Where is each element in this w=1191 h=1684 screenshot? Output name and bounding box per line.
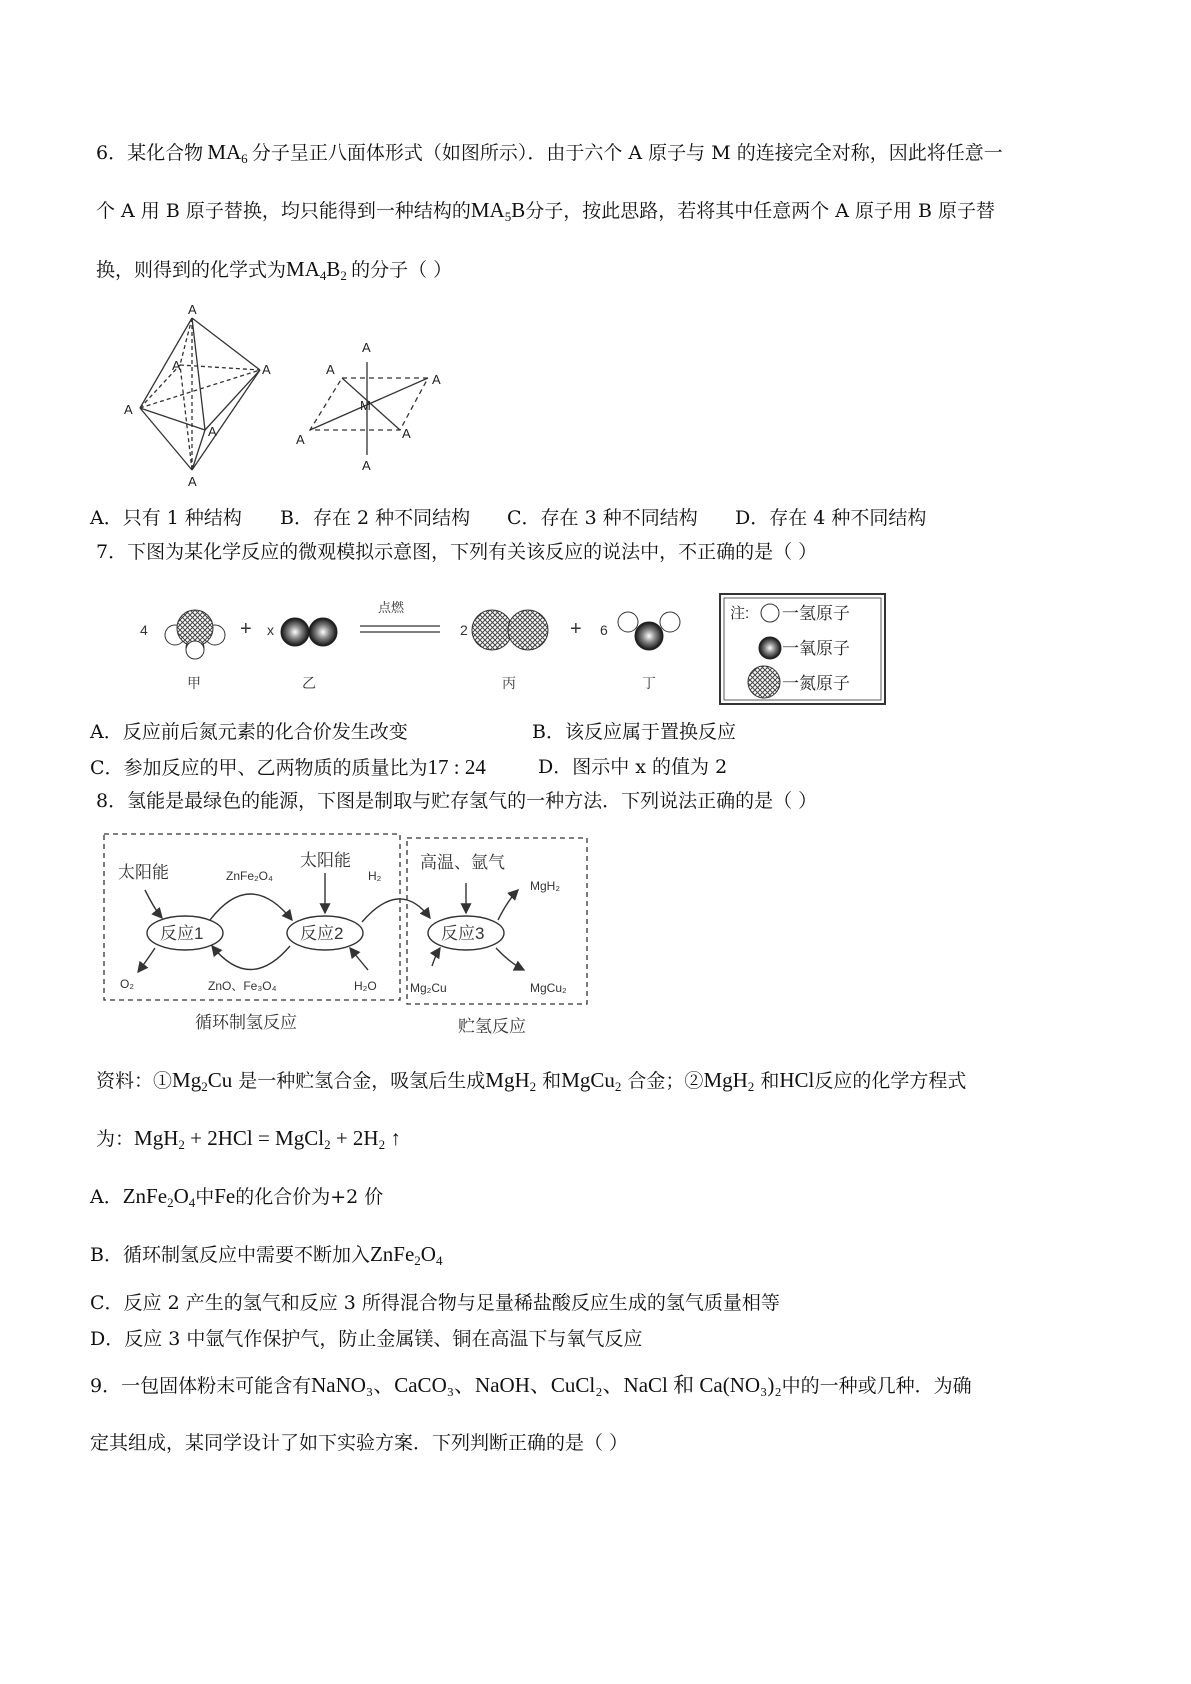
q8-option-a[interactable]: A．$ZnFe_2O_4$中Fe的化合价为+2 价 bbox=[90, 1184, 384, 1210]
hydrogen-cycle-figure bbox=[100, 828, 600, 1038]
label-storage: 贮氢反应 bbox=[458, 1017, 526, 1036]
label-ding: 丁 bbox=[642, 675, 656, 691]
vertex-label: A bbox=[402, 426, 411, 441]
label-zno-fe3o4: ZnO、Fe₃O₄ bbox=[208, 979, 277, 993]
legend-nitrogen: 一氮原子 bbox=[782, 674, 850, 693]
label-mg2cu: Mg₂Cu bbox=[410, 981, 447, 995]
legend-oxygen: 一氧原子 bbox=[782, 639, 850, 658]
plus-sign: + bbox=[240, 618, 252, 640]
vertex-label: A bbox=[188, 302, 197, 317]
label-bing: 丙 bbox=[502, 675, 516, 691]
q6-option-c[interactable]: C．存在 3 种不同结构 bbox=[507, 507, 698, 529]
label-cycle: 循环制氢反应 bbox=[195, 1013, 297, 1032]
label-o2: O₂ bbox=[120, 977, 134, 991]
vertex-label: A bbox=[362, 340, 371, 355]
q6-line2: 个 A 用 B 原子替换，均只能得到一种结构的$MA_5B$分子，按此思路，若将其中任意两个 A 原子用 B 原子替 bbox=[96, 198, 996, 224]
vertex-label: A bbox=[188, 474, 197, 489]
center-label: M bbox=[360, 398, 371, 413]
label-solar-2: 太阳能 bbox=[300, 851, 351, 870]
label-h2o: H₂O bbox=[354, 979, 377, 993]
coef-x: x bbox=[267, 622, 274, 638]
legend-title: 注: bbox=[730, 605, 750, 622]
label-mgcu2: MgCu₂ bbox=[530, 981, 567, 995]
label-jia: 甲 bbox=[187, 675, 201, 691]
label-znfe2o4: ZnFe₂O₄ bbox=[226, 869, 273, 883]
vertex-label: A bbox=[432, 372, 441, 387]
q7-option-c[interactable]: C．参加反应的甲、乙两物质的质量比为17 : 24 bbox=[90, 755, 486, 779]
coef-6: 6 bbox=[600, 622, 608, 638]
q7-option-b[interactable]: B．该反应属于置换反应 bbox=[532, 721, 736, 743]
octahedron-figure bbox=[110, 300, 470, 490]
vertex-label: A bbox=[208, 424, 217, 439]
q7-option-a[interactable]: A．反应前后氮元素的化合价发生改变 bbox=[90, 721, 408, 743]
vertex-label: A bbox=[262, 362, 271, 377]
q8-info-line2: 为：MgH$_2$ + 2HCl = MgCl$_2$ + $2H_2$ ↑ bbox=[96, 1126, 401, 1152]
reaction-2: 反应2 bbox=[300, 924, 344, 943]
vertex-label: A bbox=[296, 432, 305, 447]
reaction-1: 反应1 bbox=[160, 924, 204, 943]
reaction-3: 反应3 bbox=[441, 924, 485, 943]
q8-option-b[interactable]: B．循环制氢反应中需要不断加入$ZnFe_2O_4$ bbox=[90, 1242, 443, 1268]
q6-line3: 换，则得到的化学式为$MA_4B_2$ 的分子（ ） bbox=[96, 257, 453, 283]
label-yi: 乙 bbox=[302, 675, 316, 691]
label-mgh2: MgH₂ bbox=[530, 879, 560, 893]
q6-option-d[interactable]: D．存在 4 种不同结构 bbox=[735, 507, 927, 529]
vertex-label: A bbox=[326, 362, 335, 377]
vertex-label: A bbox=[172, 358, 181, 373]
plus-sign: + bbox=[570, 618, 582, 640]
legend-hydrogen: 一氢原子 bbox=[782, 604, 850, 623]
q7-stem: 7．下图为某化学反应的微观模拟示意图，下列有关该反应的说法中，不正确的是（ ） bbox=[96, 541, 818, 563]
q6-option-b[interactable]: B．存在 2 种不同结构 bbox=[280, 507, 471, 529]
label-solar-1: 太阳能 bbox=[118, 863, 169, 882]
vertex-label: A bbox=[362, 458, 371, 473]
q6-option-a[interactable]: A．只有 1 种结构 bbox=[90, 507, 242, 529]
q8-stem: 8．氢能是最绿色的能源，下图是制取与贮存氢气的一种方法．下列说法正确的是（ ） bbox=[96, 790, 818, 812]
q6-line1: 6．某化合物 $MA_6$ 分子呈正八面体形式（如图所示）．由于六个 A 原子与 M 的连接完全对称，因此将任意一 bbox=[96, 140, 1003, 166]
vertex-label: A bbox=[124, 402, 133, 417]
coef-4: 4 bbox=[140, 622, 148, 638]
label-high-temp-argon: 高温、氩气 bbox=[420, 853, 505, 872]
reaction-figure bbox=[130, 590, 900, 710]
q9-line2: 定其组成，某同学设计了如下实验方案．下列判断正确的是（ ） bbox=[90, 1432, 629, 1454]
q9-line1: 9．一包固体粉末可能含有NaNO₃、CaCO₃、NaOH、CuCl₂、NaCl 和 Ca(NO₃)₂中的一种或几种．为确 bbox=[90, 1373, 972, 1397]
q8-option-c[interactable]: C．反应 2 产生的氢气和反应 3 所得混合物与足量稀盐酸反应生成的氢气质量相等 bbox=[90, 1292, 780, 1314]
q8-option-d[interactable]: D．反应 3 中氩气作保护气，防止金属镁、铜在高温下与氧气反应 bbox=[90, 1328, 643, 1350]
q7-option-d[interactable]: D．图示中 x 的值为 2 bbox=[538, 756, 728, 778]
condition-label: 点燃 bbox=[378, 600, 405, 615]
label-h2: H₂ bbox=[368, 869, 382, 883]
q8-info-line1: 资料：$①Mg_2Cu$ 是一种贮氢合金，吸氢后生成MgH$_2$ 和MgCu$_2$ 合金；②MgH$_2$ 和HCl反应的化学方程式 bbox=[96, 1068, 967, 1094]
coef-2: 2 bbox=[460, 622, 468, 638]
